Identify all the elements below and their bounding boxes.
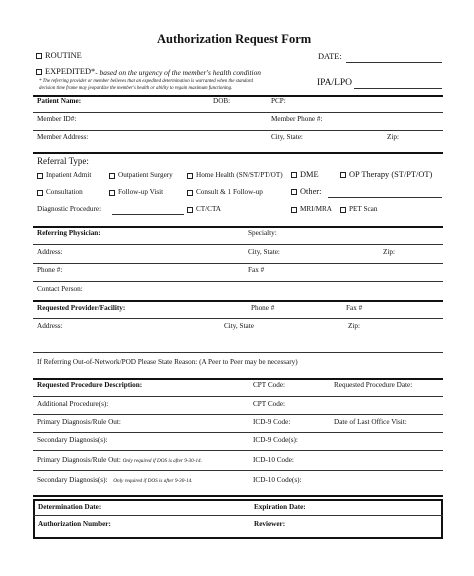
additional-procedure-label: Additional Procedure(s): <box>37 400 109 408</box>
referring-bottom-rule <box>33 300 443 302</box>
referring-top-rule <box>33 226 443 228</box>
determination-row-rule <box>33 515 443 516</box>
patient-bottom-rule <box>33 152 443 154</box>
other-field[interactable] <box>328 197 442 198</box>
last-office-visit-label: Date of Last Office Visit: <box>334 418 407 426</box>
requested-provider-label: Requested Provider/Facility: <box>37 304 126 312</box>
determination-bottom-rule <box>33 537 443 539</box>
procedure-row2-rule <box>33 414 443 415</box>
inpatient-label: Inpatient Admit <box>46 171 92 179</box>
home-health-checkbox[interactable] <box>187 173 193 179</box>
determination-date-label: Determination Date: <box>38 503 102 511</box>
dos-note-1: Only required if DOS is after 9-30-14. <box>122 458 202 464</box>
outpatient-surgery-label: Outpatient Surgery <box>118 171 173 179</box>
dos-note-2: Only required if DOS is after 9-30-14. <box>113 478 193 484</box>
mri-mra-checkbox[interactable] <box>291 207 297 213</box>
patient-zip-label: Zip: <box>387 133 399 141</box>
form-title: Authorization Request Form <box>157 32 312 46</box>
diagnostic-procedure-field[interactable] <box>112 214 184 215</box>
icd9-code-label: ICD-9 Code: <box>253 418 291 426</box>
cpt-code-1-label: CPT Code: <box>253 381 286 389</box>
provider-zip-label: Zip: <box>348 322 360 330</box>
op-therapy-option[interactable] <box>340 171 432 179</box>
follow-up-visit-label: Follow-up Visit <box>118 188 164 196</box>
referring-phone-label: Phone #: <box>37 266 63 274</box>
diagnostic-procedure-label: Diagnostic Procedure: <box>37 205 102 213</box>
referring-row3-rule <box>33 281 443 282</box>
member-id-label: Member ID#: <box>37 115 77 123</box>
provider-address-label: Address: <box>37 322 63 330</box>
outpatient-surgery-checkbox[interactable] <box>109 173 115 179</box>
dob-label: DOB: <box>213 97 231 105</box>
secondary-diagnosis-label: Secondary Diagnosis(s): <box>37 436 108 444</box>
expedited-note: - based on the urgency of the member's health condition <box>95 67 261 77</box>
procedure-description-label: Requested Procedure Description: <box>37 381 143 389</box>
provider-fax-label: Fax # <box>346 304 363 312</box>
mri-mra-label: MRI/MRA <box>300 205 332 213</box>
routine-option[interactable] <box>36 52 82 60</box>
referring-row2-rule <box>33 263 443 264</box>
expedited-footnote-1: * The referring provider or member believes that an expedited determination is warranted when the standard <box>39 79 253 84</box>
expedited-checkbox[interactable] <box>36 69 42 75</box>
mri-mra-option[interactable] <box>291 206 332 213</box>
out-of-network-label: If Referring Out-of-Network/POD Please State Reason: (A Peer to Peer may be necessary) <box>37 358 298 366</box>
authorization-number-label: Authorization Number: <box>38 520 111 528</box>
procedure-row5-rule <box>33 470 443 471</box>
pet-scan-label: PET Scan <box>349 205 378 213</box>
routine-label: ROUTINE <box>45 51 82 60</box>
member-address-label: Member Address: <box>37 133 89 141</box>
consultation-option[interactable] <box>37 189 83 196</box>
determination-left-border <box>33 499 35 539</box>
referring-fax-label: Fax # <box>248 266 265 274</box>
consult-follow-up-option[interactable] <box>187 189 263 196</box>
other-label: Other: <box>300 187 322 196</box>
home-health-option[interactable] <box>187 172 283 179</box>
patient-city-state-label: City, State: <box>271 133 303 141</box>
requested-procedure-date-label: Requested Procedure Date: <box>334 381 413 389</box>
referring-zip-label: Zip: <box>383 248 395 256</box>
referring-specialty-label: Specialty: <box>248 229 277 237</box>
inpatient-option[interactable] <box>37 172 91 179</box>
expedited-label: EXPEDITED* <box>45 67 96 76</box>
primary-diagnosis-2-text: Primary Diagnosis/Rule Out: <box>37 456 121 464</box>
cpt-code-2-label: CPT Code: <box>253 400 286 408</box>
procedure-bottom-rule <box>33 495 443 497</box>
consult-follow-up-label: Consult & 1 Follow-up <box>196 188 263 196</box>
icd10-code-label: ICD-10 Code: <box>253 456 294 464</box>
follow-up-visit-checkbox[interactable] <box>109 190 115 196</box>
provider-city-state-label: City, State <box>224 322 254 330</box>
date-field[interactable] <box>346 62 442 63</box>
provider-bottom-rule <box>33 378 443 380</box>
icd10-codes-label: ICD-10 Code(s): <box>253 476 302 484</box>
referring-city-state-label: City, State: <box>248 248 280 256</box>
pet-scan-checkbox[interactable] <box>340 207 346 213</box>
consultation-label: Consultation <box>46 188 83 196</box>
op-therapy-label: OP Therapy (ST/PT/OT) <box>349 170 433 179</box>
patient-row2-rule <box>33 130 443 131</box>
determination-top-rule <box>33 499 443 501</box>
other-option[interactable] <box>291 188 321 196</box>
secondary-diagnosis-2-label <box>37 477 193 484</box>
reviewer-label: Reviewer: <box>254 520 286 528</box>
follow-up-visit-option[interactable] <box>109 189 163 196</box>
patient-row1-rule <box>33 112 443 113</box>
other-checkbox[interactable] <box>291 189 297 195</box>
procedure-row4-rule <box>33 450 443 451</box>
procedure-row3-rule <box>33 432 443 433</box>
pet-scan-option[interactable] <box>340 206 377 213</box>
inpatient-checkbox[interactable] <box>37 173 43 179</box>
referring-physician-label: Referring Physician: <box>37 229 101 237</box>
dme-checkbox[interactable] <box>291 172 297 178</box>
ct-cta-checkbox[interactable] <box>187 207 193 213</box>
routine-checkbox[interactable] <box>36 53 42 59</box>
referring-row1-rule <box>33 244 443 245</box>
contact-person-label: Contact Person: <box>37 285 83 293</box>
icd9-codes-label: ICD-9 Code(s): <box>253 436 298 444</box>
ipa-label: IPA/LPO <box>317 78 353 88</box>
member-phone-label: Member Phone #: <box>271 115 323 123</box>
provider-phone-label: Phone # <box>251 304 275 312</box>
pcp-label: PCP: <box>271 97 286 105</box>
dme-label: DME <box>300 170 319 179</box>
referral-type-heading: Referral Type: <box>37 156 89 166</box>
date-label: DATE: <box>318 52 342 61</box>
expiration-date-label: Expiration Date: <box>254 503 306 511</box>
ct-cta-option[interactable] <box>187 206 221 213</box>
primary-diagnosis-label: Primary Diagnosis/Rule Out: <box>37 418 121 426</box>
determination-right-border <box>441 499 443 539</box>
op-therapy-checkbox[interactable] <box>340 172 346 178</box>
secondary-diagnosis-2-text: Secondary Diagnosis(s): <box>37 476 108 484</box>
consultation-checkbox[interactable] <box>37 190 43 196</box>
ct-cta-label: CT/CTA <box>196 205 221 213</box>
patient-name-label: Patient Name: <box>37 97 82 105</box>
provider-row2-rule <box>33 352 443 353</box>
dme-option[interactable] <box>291 171 319 179</box>
provider-row1-rule <box>33 318 443 319</box>
consult-follow-up-checkbox[interactable] <box>187 190 193 196</box>
outpatient-surgery-option[interactable] <box>109 172 173 179</box>
primary-diagnosis-2-label <box>37 457 202 464</box>
procedure-row1-rule <box>33 396 443 397</box>
ipa-field[interactable] <box>354 88 442 89</box>
expedited-footnote-2: decision time frame may jeopardize the member's health or ability to regain maximum functioning. <box>39 86 233 91</box>
patient-top-rule <box>33 95 443 97</box>
home-health-label: Home Health (SN/ST/PT/OT) <box>196 171 283 179</box>
expedited-option[interactable] <box>36 68 261 76</box>
referring-address-label: Address: <box>37 248 63 256</box>
